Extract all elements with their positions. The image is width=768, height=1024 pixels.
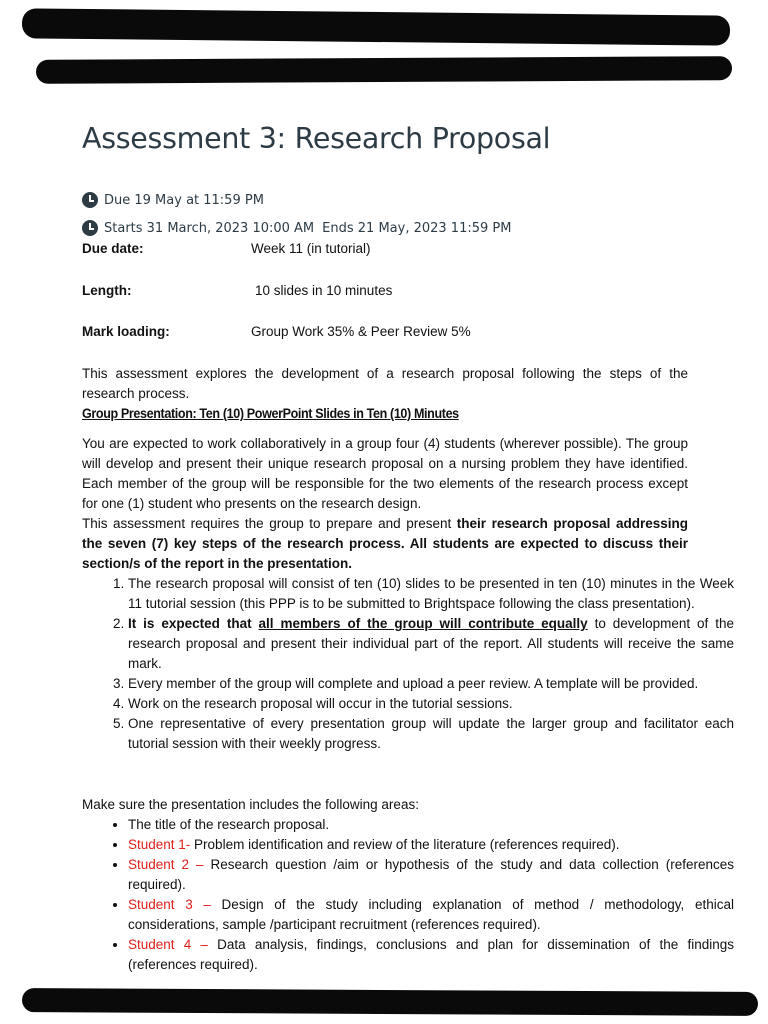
availability-line bbox=[82, 220, 511, 236]
due-date-label: Due date: bbox=[82, 241, 144, 256]
step-3-text: Every member of the group will complete and upload a peer review. A template will be provided. bbox=[128, 676, 699, 691]
requirements-bold: their research proposal addressing the seven (7) key steps of the research process. All students are expected to discuss their section/s of the report in the presentation. bbox=[82, 516, 688, 571]
due-date-row bbox=[82, 241, 371, 256]
mark-loading-label: Mark loading: bbox=[82, 324, 170, 339]
list-item bbox=[128, 855, 734, 895]
steps-list bbox=[82, 574, 734, 754]
requirements-plain: This assessment requires the group to prepare and present bbox=[82, 516, 457, 531]
due-date-line bbox=[82, 192, 264, 208]
list-item bbox=[128, 815, 734, 835]
redaction-bar-second bbox=[36, 56, 732, 84]
list-item bbox=[128, 614, 734, 674]
page-title: Assessment 3: Research Proposal bbox=[82, 122, 551, 155]
redaction-bar-bottom bbox=[22, 988, 758, 1016]
list-item bbox=[128, 935, 734, 975]
expectations-paragraph: You are expected to work collaboratively in a group four (4) students (wherever possible). The group will develop and present their unique research proposal on a nursing problem they have identified. Each member of the group will be responsible for the two elements of the research process except for one (1) student who presents on the research design. bbox=[82, 436, 688, 511]
areas-list bbox=[82, 815, 734, 975]
student-2-label: Student 2 – bbox=[128, 857, 204, 872]
mark-loading-row bbox=[82, 324, 471, 339]
student-3-label: Student 3 – bbox=[128, 897, 211, 912]
intro-paragraph: This assessment explores the development of a research proposal following the steps of the research process. bbox=[82, 366, 688, 401]
areas-intro: Make sure the presentation includes the following areas: bbox=[82, 797, 419, 812]
step-2-underlined: all members of the group will contribute equally bbox=[258, 616, 588, 631]
student-4-label: Student 4 – bbox=[128, 937, 208, 952]
student-3-text: Design of the study including explanation of method / methodology, ethical considerations, sample /participant recruitment (references required). bbox=[128, 897, 734, 932]
list-item bbox=[128, 574, 734, 614]
list-item bbox=[128, 674, 734, 694]
area-title-text: The title of the research proposal. bbox=[128, 817, 330, 832]
length-value: 10 slides in 10 minutes bbox=[255, 283, 393, 298]
due-text: Due 19 May at 11:59 PM bbox=[104, 192, 264, 208]
ends-text: Ends 21 May, 2023 11:59 PM bbox=[322, 220, 512, 236]
step-2-text: to development of the research proposal and present their individual part of the report. All students will receive the same mark. bbox=[128, 616, 734, 671]
clock-icon bbox=[82, 192, 98, 208]
student-1-label: Student 1- bbox=[128, 837, 191, 852]
student-1-text: Problem identification and review of the literature (references required). bbox=[190, 837, 620, 852]
list-item bbox=[128, 835, 734, 855]
length-row bbox=[82, 283, 392, 298]
step-5-text: One representative of every presentation group will update the larger group and facilitator each tutorial session with their weekly progress. bbox=[128, 716, 734, 751]
mark-loading-value: Group Work 35% & Peer Review 5% bbox=[251, 324, 471, 339]
length-label: Length: bbox=[82, 283, 132, 298]
step-1-text: The research proposal will consist of ten (10) slides to be presented in ten (10) minutes in the Week 11 tutorial session (this PPP is to be submitted to Brightspace following the class presentation). bbox=[128, 576, 734, 611]
list-item bbox=[128, 714, 734, 754]
clock-icon bbox=[82, 220, 98, 236]
student-4-text: Data analysis, findings, conclusions and plan for dissemination of the findings (references required). bbox=[128, 937, 734, 972]
step-2-bold: It is expected that bbox=[128, 616, 259, 631]
redaction-bar-top bbox=[22, 8, 730, 45]
step-4-text: Work on the research proposal will occur in the tutorial sessions. bbox=[128, 696, 513, 711]
list-item bbox=[128, 694, 734, 714]
list-item bbox=[128, 895, 734, 935]
due-date-value: Week 11 (in tutorial) bbox=[251, 241, 371, 256]
group-presentation-heading: Group Presentation: Ten (10) PowerPoint Slides in Ten (10) Minutes bbox=[82, 406, 459, 421]
starts-text: Starts 31 March, 2023 10:00 AM bbox=[104, 220, 315, 236]
requirements-paragraph bbox=[82, 514, 688, 574]
student-2-text: Research question /aim or hypothesis of the study and data collection (references required). bbox=[128, 857, 734, 892]
